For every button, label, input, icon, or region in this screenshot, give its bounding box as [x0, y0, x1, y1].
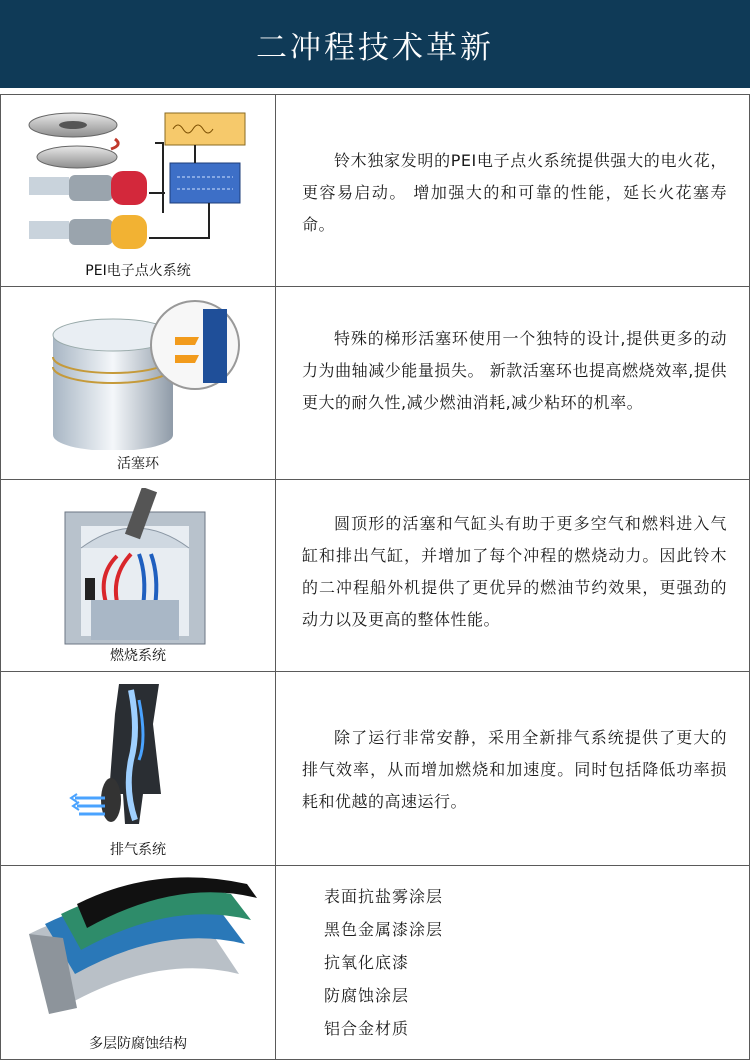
piston-ring-caption: 活塞环	[117, 456, 159, 472]
feature-row-combustion	[1, 480, 749, 672]
coating-layer-item: 抗氧化底漆	[324, 953, 410, 972]
combustion-system-illustration	[15, 488, 260, 646]
feature-row-anti-corrosion	[1, 866, 749, 1060]
feature-row-piston-ring	[1, 287, 749, 480]
coating-layer-item: 表面抗盐雾涂层	[324, 887, 444, 906]
piston-ring-description: 特殊的梯形活塞环使用一个独特的设计,提供更多的动力为曲轴减少能量损失。 新款活塞环也提高燃烧效率,提供更大的耐久性,减少燃油消耗,减少粘环的机率。	[302, 329, 727, 412]
coating-layer-item: 防腐蚀涂层	[324, 986, 410, 1005]
exhaust-caption: 排气系统	[110, 842, 166, 858]
exhaust-description: 除了运行非常安静，采用全新排气系统提供了更大的排气效率，从而增加燃烧和加速度。同时包括降低功率损耗和优越的高速运行。	[302, 728, 727, 811]
coating-layer-list	[276, 866, 749, 1059]
page-title: 二冲程技术革新	[256, 29, 494, 66]
coating-layer-item: 黑色金属漆涂层	[324, 920, 444, 939]
ignition-illustration-cell	[1, 95, 276, 286]
exhaust-illustration-cell	[1, 672, 276, 865]
feature-row-exhaust	[1, 672, 749, 866]
page-header	[0, 0, 750, 88]
feature-row-ignition	[1, 95, 749, 287]
piston-ring-illustration	[15, 295, 260, 450]
combustion-description: 圆顶形的活塞和气缸头有助于更多空气和燃料进入气缸和排出气缸，并增加了每个冲程的燃烧动力。因此铃木的二冲程船外机提供了更优异的燃油节约效果，更强劲的动力以及更高的整体性能。	[302, 514, 727, 629]
combustion-illustration-cell	[1, 480, 276, 671]
ignition-caption: PEI电子点火系统	[85, 263, 191, 279]
exhaust-system-illustration	[15, 680, 260, 840]
anti-corrosion-illustration-cell	[1, 866, 276, 1059]
anti-corrosion-layers-illustration	[15, 874, 260, 1034]
ignition-description: 铃木独家发明的PEI电子点火系统提供强大的电火花，更容易启动。 增加强大的和可靠的性能，延长火花塞寿命。	[302, 151, 727, 234]
ignition-system-illustration	[15, 103, 260, 263]
anti-corrosion-caption: 多层防腐蚀结构	[89, 1036, 187, 1052]
feature-table	[0, 94, 750, 1060]
combustion-caption: 燃烧系统	[110, 648, 166, 664]
coating-layer-item: 铝合金材质	[324, 1019, 410, 1038]
piston-ring-illustration-cell	[1, 287, 276, 479]
